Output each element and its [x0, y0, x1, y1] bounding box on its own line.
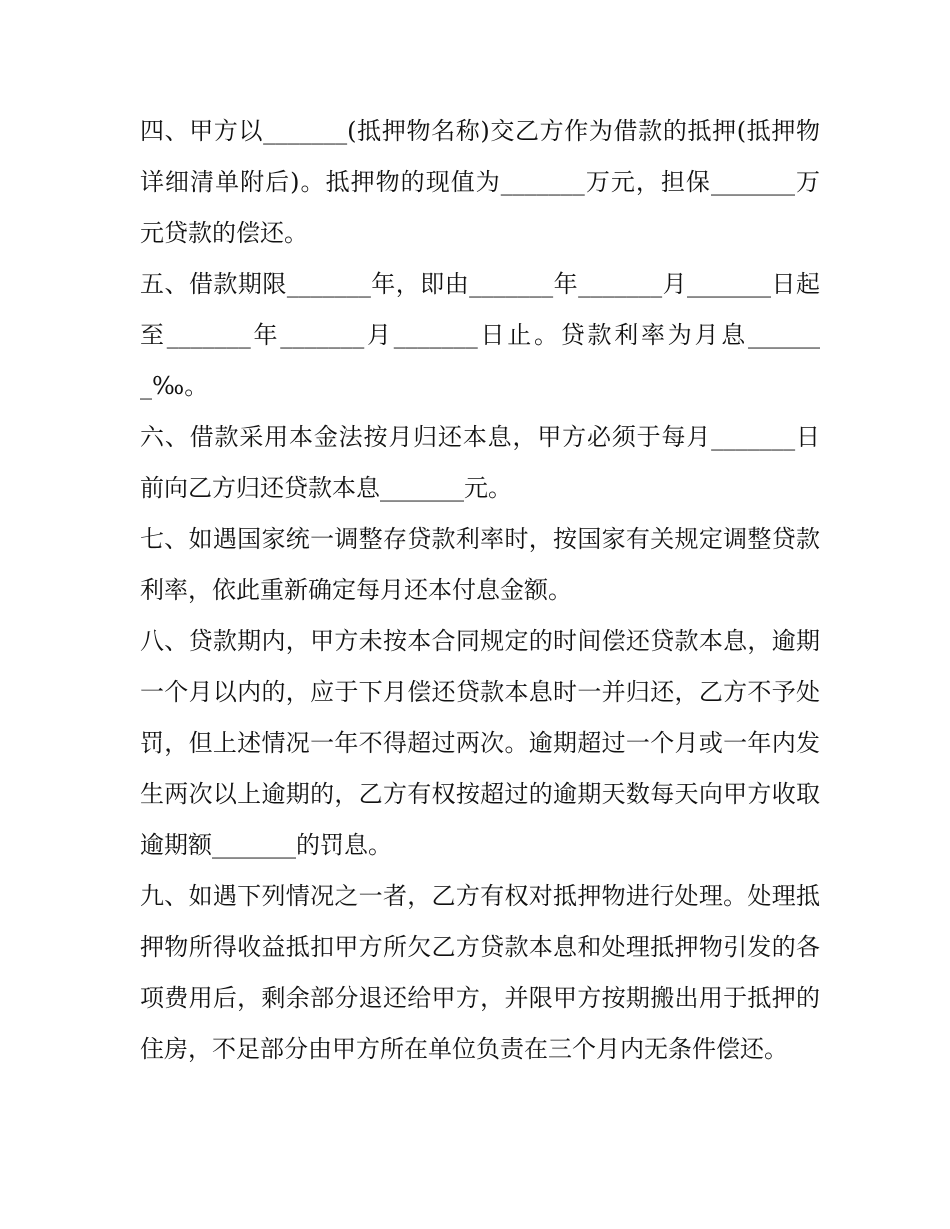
- document-body: [140, 106, 820, 1075]
- clause-7: 七、如遇国家统一调整存贷款利率时，按国家有关规定调整贷款利率，依此重新确定每月还本付息金额。: [140, 525, 820, 604]
- clause-8: 八、贷款期内，甲方未按本合同规定的时间偿还贷款本息，逾期一个月以内的，应于下月偿还贷款本息时一并归还，乙方不予处罚，但上述情况一年不得超过两次。逾期超过一个月或一年内发生两次以上逾期的，乙方有权按超过的逾期天数每天向甲方收取逾期额_______的罚息。: [140, 627, 820, 859]
- clause-5: 五、借款期限_______年，即由_______年_______月_______日起至_______年_______月_______日止。贷款利率为月息_______‰。: [140, 270, 820, 400]
- clause-9: 九、如遇下列情况之一者，乙方有权对抵押物进行处理。处理抵押物所得收益抵扣甲方所欠乙方贷款本息和处理抵押物引发的各项费用后，剩余部分退还给甲方，并限甲方按期搬出用于抵押的住房，不足部分由甲方所在单位负责在三个月内无条件偿还。: [140, 882, 820, 1063]
- clause-6: 六、借款采用本金法按月归还本息，甲方必须于每月_______日前向乙方归还贷款本息_______元。: [140, 423, 820, 502]
- clause-4: 四、甲方以_______(抵押物名称)交乙方作为借款的抵押(抵押物详细清单附后)。抵押物的现值为_______万元，担保_______万元贷款的偿还。: [140, 117, 820, 247]
